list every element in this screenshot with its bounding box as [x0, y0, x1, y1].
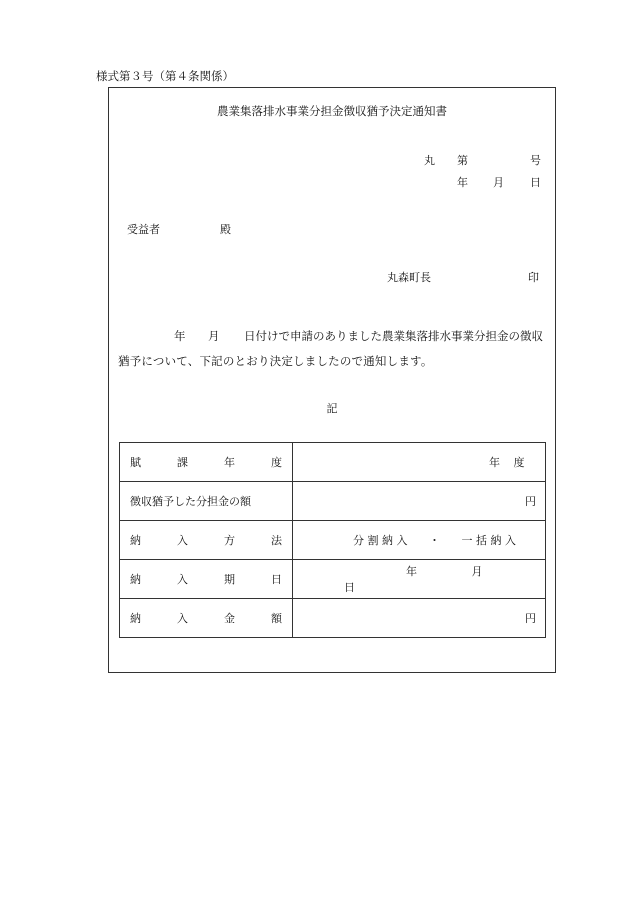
table-row [120, 599, 546, 638]
label-payment-method [120, 521, 293, 560]
date-month: 月 [493, 176, 504, 189]
seal-mark: 印 [528, 271, 539, 284]
value-do-char: 度 [513, 456, 525, 469]
option-installment[interactable]: 分 割 納 入 [353, 534, 408, 547]
value-year-char: 年 [489, 456, 500, 469]
label-char: 期 [224, 573, 235, 586]
label-char: 度 [271, 456, 282, 469]
recipient-honorific: 殿 [220, 223, 231, 236]
form-number-label: 様式第３号（第４条関係） [96, 69, 234, 83]
value-payment-deadline[interactable] [293, 560, 546, 599]
yen-unit: 円 [525, 495, 536, 508]
value-deferred-amount[interactable] [293, 482, 546, 521]
recipient-label: 受益者 [127, 223, 160, 236]
label-char: 入 [177, 534, 188, 547]
label-char: 額 [271, 612, 282, 625]
table-row [120, 482, 546, 521]
body-line-1: 日付けで申請のありました農業集落排水事業分担金の徴収 [244, 329, 543, 343]
table-row [120, 443, 546, 482]
label-char: 金 [224, 612, 235, 625]
label-char: 法 [271, 534, 282, 547]
label-payment-deadline [120, 560, 293, 599]
ki-heading: 記 [326, 402, 338, 415]
issuer-name: 丸森町長 [387, 271, 431, 284]
label-char: 賦 [130, 456, 141, 469]
label-char: 課 [177, 456, 188, 469]
label-char: 納 [130, 612, 141, 625]
label-char: 納 [130, 534, 141, 547]
label-char: 年 [224, 456, 235, 469]
doc-number-go: 号 [530, 154, 541, 167]
label-text: 徴収猶予した分担金の額 [130, 495, 251, 508]
value-fuka-nendo[interactable] [293, 443, 546, 482]
value-payment-amount[interactable] [293, 599, 546, 638]
option-lump-sum[interactable]: 一 括 納 入 [461, 534, 516, 547]
doc-number-maru: 丸 [424, 154, 435, 167]
body-year: 年 [174, 329, 186, 343]
document-title: 農業集落排水事業分担金徴収猶予決定通知書 [217, 104, 447, 118]
body-line-2: 猶予について、下記のとおり決定しましたので通知します。 [118, 354, 433, 368]
option-separator: ・ [429, 534, 440, 547]
detail-table [119, 442, 546, 638]
label-deferred-amount [120, 482, 293, 521]
body-month: 月 [208, 329, 220, 343]
label-char: 入 [177, 612, 188, 625]
label-char: 納 [130, 573, 141, 586]
table-row [120, 521, 546, 560]
label-char: 方 [224, 534, 235, 547]
doc-number-dai: 第 [457, 154, 468, 167]
date-day: 日 [530, 176, 541, 189]
date-year: 年 [457, 176, 468, 189]
table-row [120, 560, 546, 599]
label-fuka-nendo [120, 443, 293, 482]
yen-unit: 円 [525, 612, 536, 625]
deadline-month: 月 [471, 565, 483, 578]
label-payment-amount [120, 599, 293, 638]
label-char: 日 [271, 573, 282, 586]
label-char: 入 [177, 573, 188, 586]
deadline-day: 日 [344, 581, 355, 594]
deadline-year: 年 [406, 565, 417, 578]
value-payment-method [293, 521, 546, 560]
